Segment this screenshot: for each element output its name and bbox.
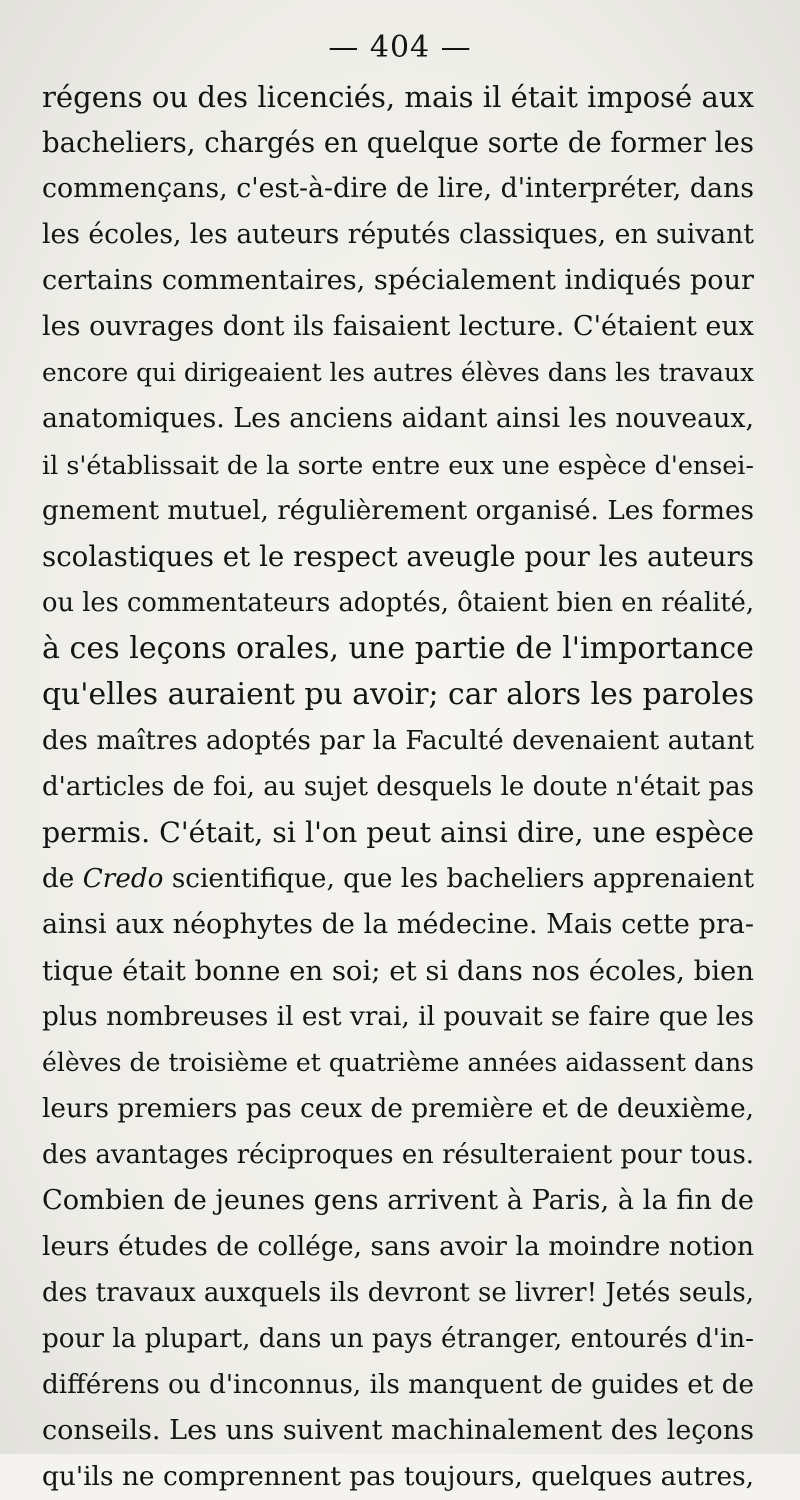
text-line: des travaux auxquels ils devront se livrer! Jetés seuls,	[42, 1278, 754, 1308]
text-line-credo	[42, 856, 754, 902]
text-line: gnement mutuel, régulièrement organisé. Les formes	[42, 496, 754, 526]
text-line: il s'établissait de la sorte entre eux une espèce d'ensei-	[42, 450, 754, 480]
text-line: élèves de troisième et quatrième années aidassent dans	[42, 1048, 754, 1077]
text-line: qu'ils ne comprennent pas toujours, quelques autres,	[42, 1462, 754, 1492]
text-line: différens ou d'inconnus, ils manquent de guides et de	[42, 1370, 754, 1400]
text-line: ainsi aux néophytes de la médecine. Mais cette pra-	[42, 909, 754, 940]
text-line: leurs études de collége, sans avoir la moindre notion	[42, 1231, 754, 1262]
page-number: — 404 —	[328, 30, 472, 65]
text-segment: scientifique, que les bacheliers apprenaient	[163, 864, 754, 894]
text-line: bacheliers, chargés en quelque sorte de former les	[42, 127, 754, 159]
text-line: conseils. Les uns suivent machinalement des leçons	[42, 1415, 754, 1446]
text-line: régens ou des licenciés, mais il était imposé aux	[42, 80, 754, 114]
text-line: scolastiques et le respect aveugle pour les auteurs	[42, 540, 754, 573]
text-line: des maîtres adoptés par la Faculté devenaient autant	[42, 726, 754, 756]
text-line: qu'elles auraient pu avoir; car alors les paroles	[42, 677, 754, 712]
text-line: les écoles, les auteurs réputés classiques, en suivant	[42, 219, 754, 250]
text-line: à ces leçons orales, une partie de l'importance	[42, 631, 754, 666]
text-line: certains commentaires, spécialement indiqués pour	[42, 265, 754, 296]
text-line: des avantages réciproques en résulteraient pour tous.	[42, 1140, 754, 1170]
text-line: commençans, c'est-à-dire de lire, d'interpréter, dans	[42, 173, 754, 204]
text-line: leurs premiers pas ceux de première et de deuxième,	[42, 1094, 754, 1124]
text-line: Combien de jeunes gens arrivent à Paris, à la fin de	[42, 1185, 754, 1216]
text-line: encore qui dirigeaient les autres élèves dans les travaux	[42, 358, 754, 387]
text-line: pour la plupart, dans un pays étranger, entourés d'in-	[42, 1324, 754, 1354]
text-line: les ouvrages dont ils faisaient lecture. C'étaient eux	[42, 311, 754, 342]
text-segment: de	[42, 864, 83, 894]
text-line: permis. C'était, si l'on peut ainsi dire, une espèce	[42, 816, 754, 849]
italic-term: Credo	[82, 864, 164, 894]
text-line: anatomiques. Les anciens aidant ainsi les nouveaux,	[42, 403, 754, 434]
text-line: tique était bonne en soi; et si dans nos écoles, bien	[42, 955, 754, 987]
text-line: d'articles de foi, au sujet desquels le doute n'était pas	[42, 772, 754, 802]
text-line: plus nombreuses il est vrai, il pouvait se faire que les	[42, 1002, 754, 1032]
body-text	[42, 74, 754, 1500]
text-line: ou les commentateurs adoptés, ôtaient bien en réalité,	[42, 588, 754, 618]
